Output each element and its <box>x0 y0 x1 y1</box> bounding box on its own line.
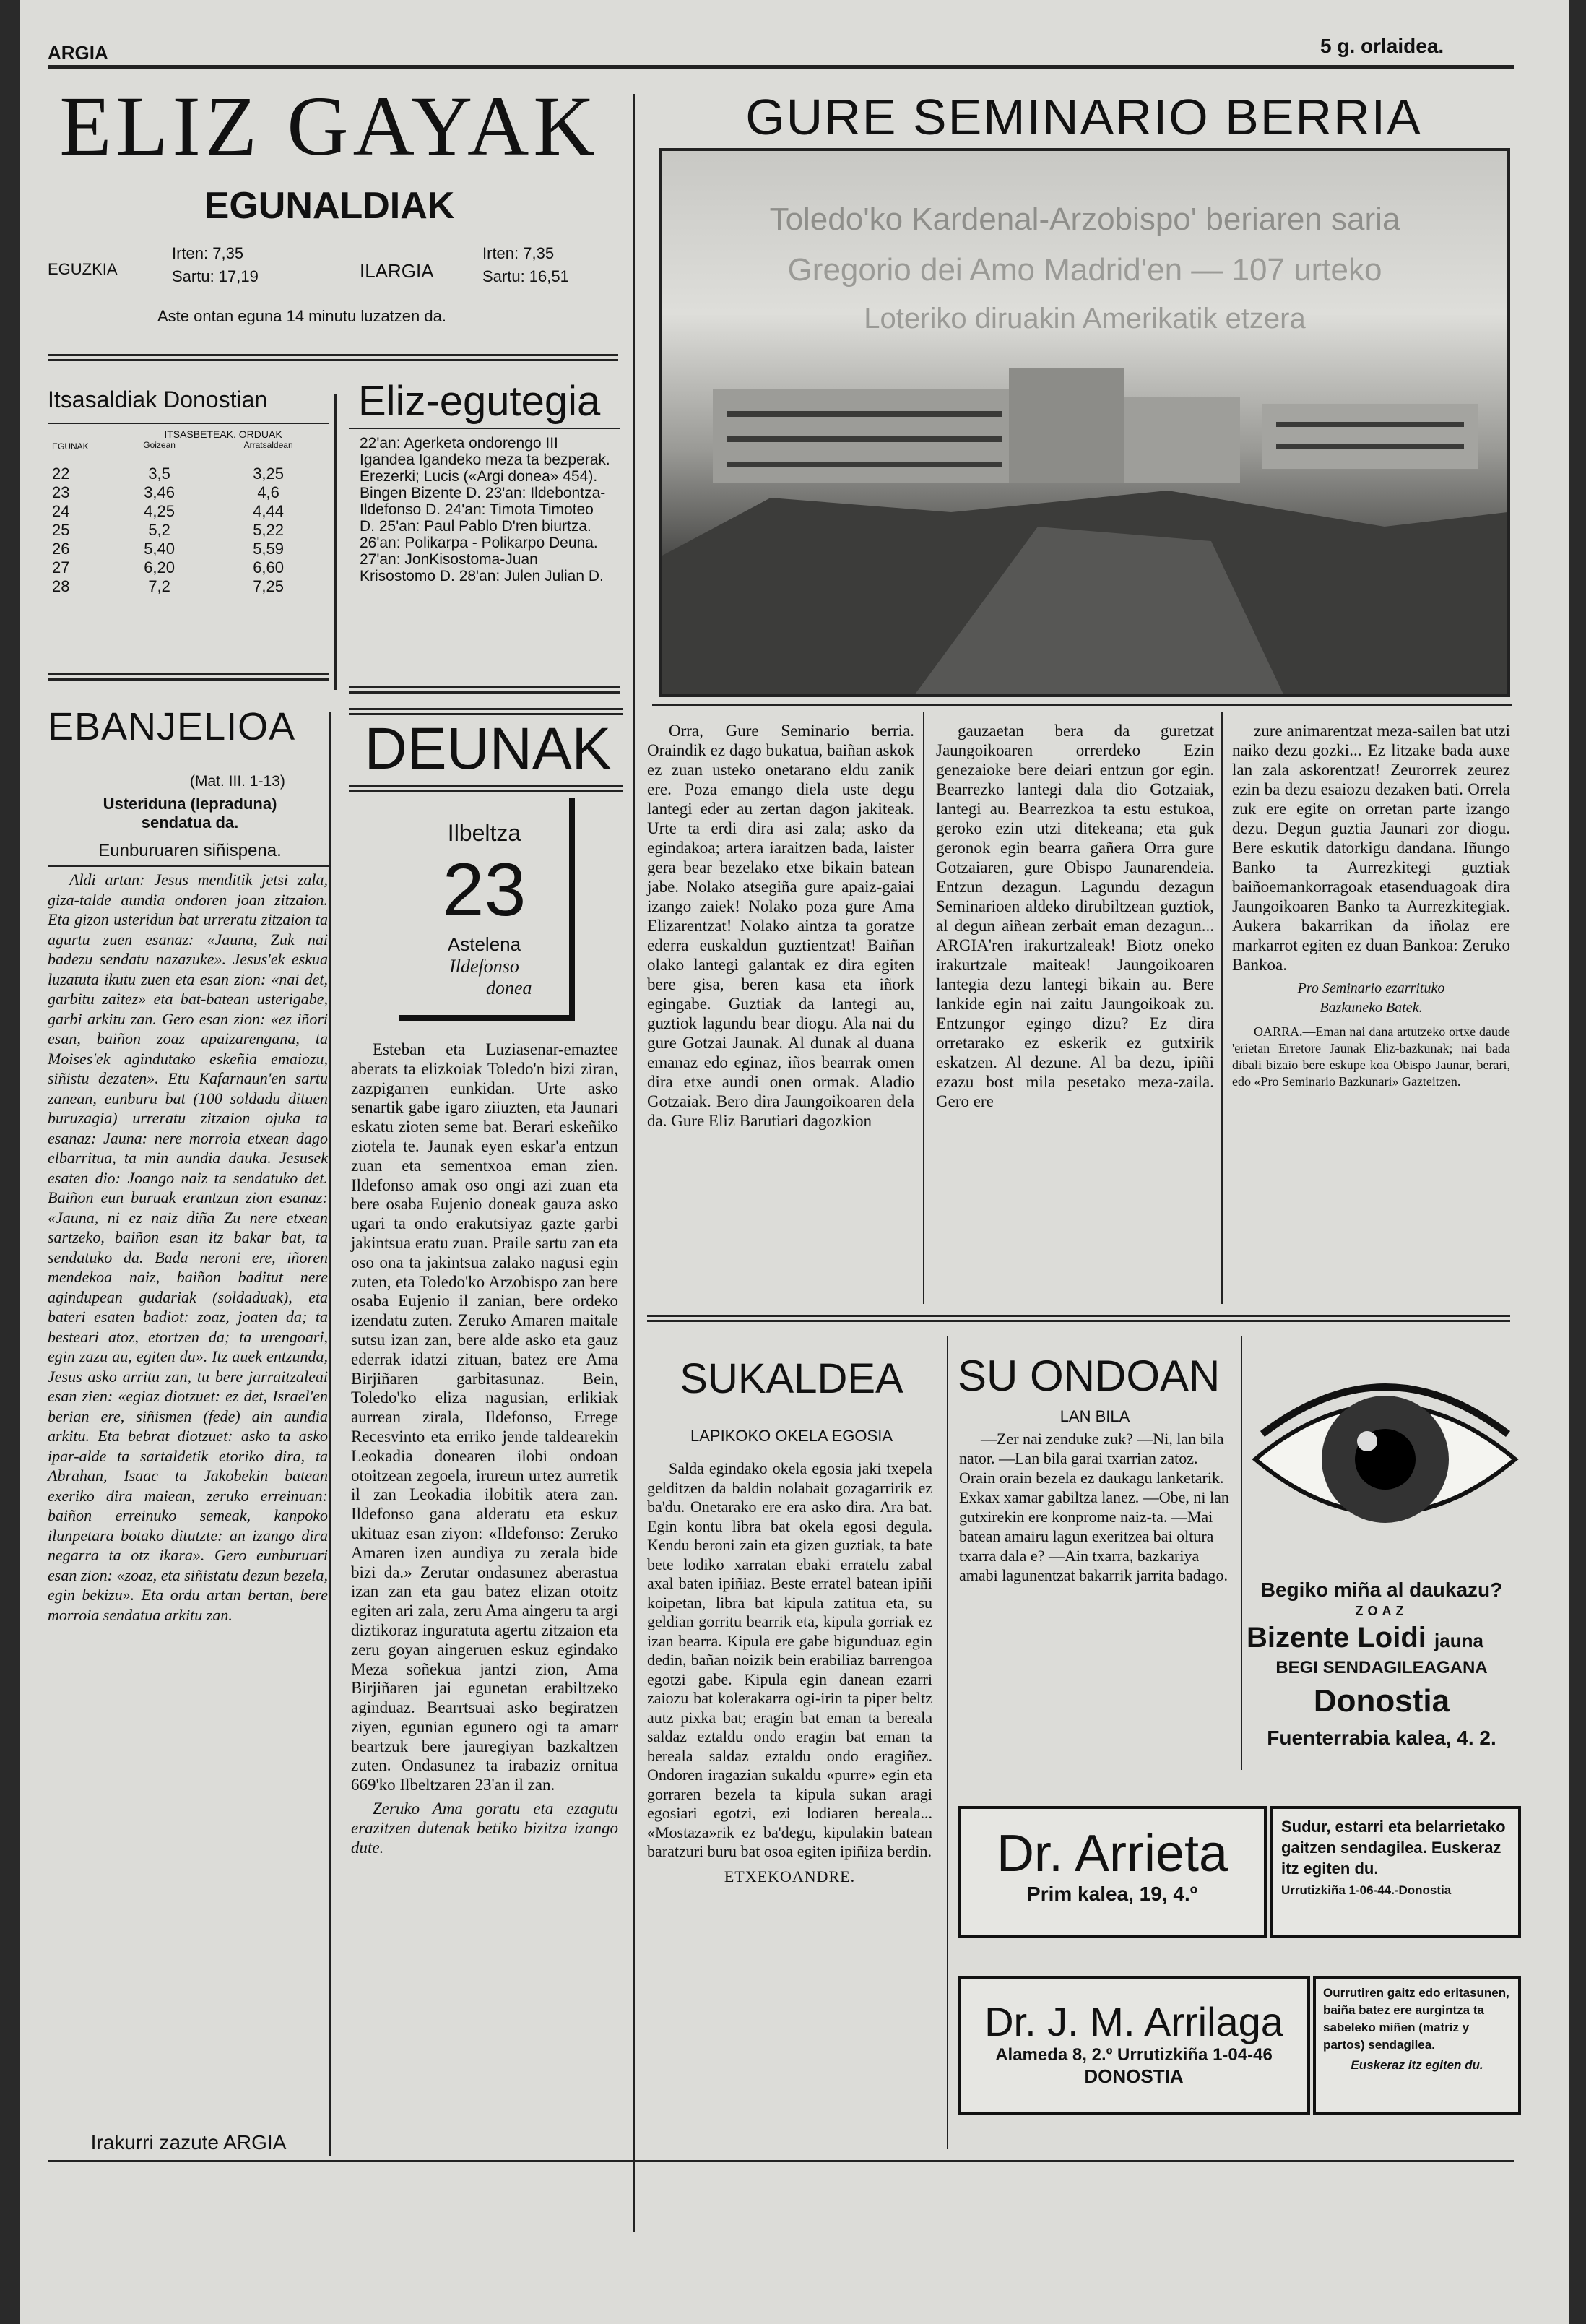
sukaldea-signature: ETXEKOANDRE. <box>724 1867 856 1885</box>
moon-rise: Irten: 7,35 <box>482 244 555 262</box>
tides-day-cell: 23 <box>52 483 70 501</box>
seminary-photo <box>659 148 1510 697</box>
arilaga-city: DONOSTIA <box>1084 2065 1184 2087</box>
divider-calendar-bottom <box>349 686 620 694</box>
deunak-closing: Zeruko Ama goratu eta ezagutu erazitzen dutenak betiko bizitza izango dute. <box>351 1800 618 1857</box>
tides-morning-cell: 5,40 <box>144 540 176 558</box>
deunak-title: DEUNAK <box>364 716 612 782</box>
eye-ad-question: Begiko miña al daukazu? <box>1260 1578 1503 1601</box>
arilaga-side-text: Ourrutiren gaitz edo eritasunen, baiña batez ere aurgintza ta sabeleko miñen (matriz y partos) sendagilea. <box>1323 1986 1509 2052</box>
tides-morning-cell: 5,2 <box>148 521 170 539</box>
saint-name: Ildefonso <box>449 956 519 977</box>
date-month: Ilbeltza <box>447 820 521 846</box>
moon-set: Sartu: 16,51 <box>482 267 569 285</box>
sun-label: EGUZKIA <box>48 260 118 278</box>
date-box <box>399 798 575 1021</box>
photo-overlay-3: Loteriko diruakin Amerikatik etzera <box>864 303 1306 334</box>
arrieta-address: Prim kalea, 19, 4.º <box>1027 1883 1197 1905</box>
seminario-col1-body: Orra, Gure Seminario berria. Oraindik ez dago bukatua, baiñan askok ez zuan usteko onetarano eldu zanik ere. Poza emango diela uste degu lantegi eder au zertan dagon jakiteak. Urte ta erdi dira asi zala; asko da egindakoa; artera iaraitzen bada, laister gera bear bezelako etxe bikain batean jabe. Nolako atsegiña gure apaiz-gaiai izango zaiek! Nolako poza gure Ama Elizarentzat! Nolako aintza ta goratze ederra euskaldun guztientzat! Baiñan olako lantegi galantak ez dira egiten bere gisa, beren kasa eta iñork egingabe. Guztiak da lantegi au, guztiok lagundu bear diogu. Ala nai du gure Gotzai Jaunak. Al dunak al duana emanaz edo eginaz, iños bearrak omen dira etxe aundi onen ormak. Aladio Gotzaiak. Bero dira Jaungoikoaren dela da. Gure Eliz Barutiari dagozkion <box>647 722 914 1130</box>
arilaga-side-language: Euskeraz itz egiten du. <box>1351 2058 1483 2072</box>
tides-day-cell: 28 <box>52 577 70 595</box>
eye-ad-zoaz: ZOAZ <box>1355 1604 1408 1618</box>
calendar-title: Eliz-egutegia <box>358 378 601 425</box>
tides-row <box>48 521 332 540</box>
su-ondoan-body: —Zer nai zenduke zuk? —Ni, lan bila nator. —Lan bila garai txarrian zatoz. Orain orain bezela ez daukagu lanketarik. Exkax xamar gabiltza lanez. —Obe, ni lan gutxirekin ere konprome naiz-ta. —Mai batean amairu lagun exeritzea bai oltura txarra dala e? —Ain txarra, bazkariya amabi lagunentzat bakarrik jarrita badago. <box>959 1430 1229 1584</box>
seminario-col1 <box>647 721 914 1135</box>
tides-header-evening: Arratsaldean <box>243 440 293 450</box>
divider-top-left <box>48 354 618 361</box>
tides-rows <box>48 465 332 596</box>
su-ondoan-text <box>959 1429 1230 1589</box>
page-bottom-rule <box>48 2160 1514 2162</box>
arrieta-name: Dr. Arrieta <box>996 1825 1228 1883</box>
seminario-col3 <box>1232 721 1510 1094</box>
arrieta-side-box <box>1270 1806 1521 1938</box>
building-illustration <box>662 151 1507 694</box>
egunaldiak-subtitle: EGUNALDIAK <box>204 185 455 227</box>
read-argia-slogan: Irakurri zazute ARGIA <box>90 2131 287 2154</box>
arrieta-side-text: Sudur, estarri eta belarrietako gaitzen sendagilea. Euskeraz itz egiten du. <box>1281 1818 1506 1878</box>
column-rule-1 <box>633 94 635 2232</box>
tides-day-cell: 22 <box>52 465 70 483</box>
page-label: g. orlaidea. <box>1337 35 1444 57</box>
su-ondoan-subtitle: LAN BILA <box>1060 1407 1130 1425</box>
photo-overlay-2: Gregorio dei Amo Madrid'en — 107 urteko <box>787 252 1382 288</box>
deunak-body: Esteban eta Luziasenar-emaztee aberats ta elizkoiak Toledo'n bizi ziran, zazpigarren eunkidan. Urte asko senartik gabe igaro ziiuzten, eta Jaunari eskatu zioten seme bat. Berari eskeñiko ziotela te. Jaunak eyen eskar'a entzun zuan eta sementxoa eman zien. Ildefonso amak oso ongi azi zuan eta bere osaba Eujenio doneak gauza asko ugari ta ondo erakutsiyaz gazte garbi jakintsua eratu zuan. Praile sartu zan eta oso ona ta jakintsua zalako nagusi egin zuten, eta Toledo'ko Arzobispo zan bere osaba Eujenio il zanian, bere ordeko izendatu zuten. Zeruko Amaren maitale sutsu izan zan, bere alde asko eta gauz ederrak idatzi zituan, batez ere Ama Birjiñaren garbitasunaz. Bein, Toledo'ko eliza nagusian, erlikiak aurrean zirala, Ildefonso, Errege Recesvinto eta erriko jende taldearekin Leokadia donearen ilobi ondoan otoitzean zegoela, irureun urtez aurretik il zan Leokadia ilobitik atera zan. Ildefonso gana alderatu eta eskuz ukituaz esan ziyon: «Ildefonso: Zeruko Amaren izen aundiya zu zerala bide bizi da.» Zerutar ondasunez aberastua izan zan eta gau batez elizan otoitz egiten ari zala, zeru Ama aingeru ta argi diztikoraz inguratuta agertu zitzaion eta zeru goyan aingeruen eskuz egindako Meza soñekua jantzi zion, Ama Birjiñaren jai egunetan erabiltzeko aginduaz. Bearrtsuai asko begiratzen ziyen, egunian egunero ogi ta amarr beartzuk bere jauregiyan bazkaltzen zuten. Ondasunez ta irabaziz ornitua 669'ko Ilbeltzaren 23'an il zan. <box>351 1040 618 1794</box>
page-number: 5 <box>1320 35 1332 57</box>
saint-title: donea <box>486 977 532 998</box>
ebanjelioa-heading-2: Eunburuaren siñispena. <box>98 841 282 860</box>
tides-row <box>48 577 332 596</box>
seminario-colrule-1 <box>923 712 924 1304</box>
eye-ad-name-wrap <box>1247 1622 1483 1654</box>
tides-row <box>48 483 332 502</box>
masthead-right <box>1320 35 1444 58</box>
su-ondoan-title: SU ONDOAN <box>958 1352 1221 1400</box>
photo-overlay-1: Toledo'ko Kardenal-Arzobispo' beriaren saria <box>769 202 1400 237</box>
seminario-col3-body: zure animarentzat meza-sailen bat utzi naiko dezu gozki... Ez litzake bada auxe lan zala askorentzat! Zeurorrek zeurez ezin ba dezu esaiozu dezaken bati. Orrela zuk ere egite on orretan parte izango dezu. Degun guztia Jaunari zor diogu. Bere eskutik datorkigu dandana. Iñungo Banko ta Aurrezkitegi guztiak baiñoemankorragoak etasenduagoak dira Jaungoikoaren Banko ta Aurrezkitegiak. Aukera bakarrikan da iñolaz ere markarrot egiten ez duan Bankoa: Zeruko Bankoa. <box>1232 722 1510 974</box>
tides-morning-cell: 7,2 <box>148 577 170 595</box>
arilaga-name: Dr. J. M. Arrilaga <box>984 1999 1283 2044</box>
deunak-text <box>351 1040 618 1862</box>
newspaper-page <box>20 0 1569 2324</box>
masthead-left: ARGIA <box>48 42 108 64</box>
column-rule-2 <box>334 394 337 690</box>
tides-evening-cell: 4,44 <box>253 502 285 520</box>
tides-morning-cell: 3,5 <box>148 465 170 483</box>
sun-rise: Irten: 7,35 <box>172 244 244 262</box>
tides-evening-cell: 7,25 <box>253 577 285 595</box>
column-rule-3 <box>329 712 331 2156</box>
sukaldea-body: Salda egindako okela egosia jaki txepela gelditzen da baldin nolabait gozagarririk ez ba'du. Onetarako ere era asko dira. Ara bat. Egin kontu libra bat okela egosi degula. Kendu beroni zain eta gizen guztiak, ta bate bete lodiko xarratan ebaki erratelu zabal axal baten ipiñiaz. Beste erratel batean ipiñi koipetan, libra bat kipula zatitua eta, su geldian gorritu bearrik eta, kipula gorriak ez izan bearra. Kipula ere gabe bigunduaz egin dedin, bañan noizik bein erabiliaz barrengoa egotzi gabe. Kipula egin danean ezarri zaiozu bat kolerakarra ogi-irin ta piper beltz autz pixka bat; eragin bat eman ta bereala saldaz eztaldu ondo eragin bat eman ta bereala saldaz eztaldu ondo eragiñez. Ondoren iragazian sukaldu «purre» egin eta gorraren bezela ta kipula sukan aragi egosiari egotzi, ezi lodiaren bereala... «Mostaza»rik ez ba'degu, kipulakin batean baratzuri buru bat osoa egiten ipiñiza berdin. <box>647 1459 932 1860</box>
sun-times <box>172 242 259 288</box>
tides-evening-cell: 5,59 <box>253 540 285 558</box>
tides-table-wrap <box>48 428 332 596</box>
arilaga-ad <box>958 1976 1310 2115</box>
seminario-signature-2: Bazkuneko Batek. <box>1320 1000 1423 1016</box>
sukaldea-subtitle: LAPIKOKO OKELA EGOSIA <box>690 1427 893 1445</box>
ebanjelioa-ref: (Mat. III. 1-13) <box>190 773 285 790</box>
eye-ad-name-suffix: jauna <box>1434 1630 1483 1651</box>
tides-day-cell: 24 <box>52 502 70 520</box>
eye-ad-address: Fuenterrabia kalea, 4. 2. <box>1267 1727 1496 1749</box>
seminario-note: OARRA.—Eman nai dana artutzeko ortxe daude 'erietan Erretore Jaunak Eliz-bazkunak; nai bada dibali bizaio bere eskupe koa Obispo Jaunar, berari, edo «Pro Seminario Bazkunari» Gazteitzen. <box>1232 1024 1510 1089</box>
calendar-text: 22'an: Agerketa ondorengo III Igandea Igandeko meza ta bezperak. Erezerki; Lucis («Argi donea» 454). Bingen Bizente D. 23'an: Ildebontza-Ildefonso D. 24'an: Timota Timoteo D. 25'an: Paul Pablo D'ren biurtza. 26'an: Polikarpa - Polikarpo Deuna. 27'an: JonKisostoma-Juan Krisostomo D. 28'an: Julen Julian D. <box>360 435 610 584</box>
arrieta-phone: Urrutizkiña 1-06-44.-Donostia <box>1281 1883 1452 1897</box>
tides-evening-cell: 6,60 <box>253 558 285 576</box>
tides-row <box>48 558 332 577</box>
sun-set: Sartu: 17,19 <box>172 267 259 285</box>
eye-ad-city: Donostia <box>1313 1683 1450 1719</box>
tides-day-cell: 25 <box>52 521 70 539</box>
eye-ad-name: Bizente Loidi <box>1247 1622 1426 1654</box>
eye-ad-shop: BEGI SENDAGILEAGANA <box>1275 1658 1488 1677</box>
ebanjelioa-heading-1: Usteriduna (lepraduna) sendatua da. <box>103 795 277 831</box>
tides-rule <box>48 423 329 424</box>
tides-row <box>48 502 332 521</box>
date-day: 23 <box>442 848 526 932</box>
tides-header-morning: Goizean <box>143 440 176 450</box>
divider-deunak-bottom <box>349 785 623 792</box>
tides-row <box>48 465 332 483</box>
arilaga-side-box <box>1313 1976 1521 2115</box>
tides-table <box>48 428 332 596</box>
ebanjelioa-body: Aldi artan: Jesus menditik jetsi zala, giza-talde aundia ondoren joan zitzaion. Eta gizon usteridun bat urreratu zitzaion ta agurtu zuen esanaz: «Jauna, Zuk nai badezu sendatu nazazuke». Jesus'ek eskua luzatuta ikutu zuen eta esan zion: «nai det, garbitu zaitez» eta bat-batean usterigabe, garbi arkitu zan. Gero esan zion: «ez iñori esan, baiñon zoaz apaizarengana, ta Moises'ek agindutako eskeñia emaiozu, siñistu dezaten». Etu Kafarnaun'en sartu zanean, eunburu bat (100 soldadu dituen buruzagia) urreratu zitzaion ojuka ta esanaz: Jauna: nere morroia etxean dago elbarritua, ta min aundia dauka. Jesusek esaten dio: Joango naiz ta sendatuko det. Baiñon eun buruak erantzun zion esanaz: «Jauna, ni ez naiz diña Zu nere etxean sartzeko, baiñon esan itz bakar bat, ta sendatuko da. Bada neroni ere, iñoren mendekoa naiz, baiñon baditut nere agindupean gudariak (soldaduak), eta bateri esaten badiot: zoaz, joaten da; ta besteari atoz, etortzen da; ta urengoari, egin zazu au, egiten du». Itz auek entzunda, Jesus asko arritu zan, tu bere jarraitzaleai esan zien: «egiaz diotzuet: ez det, Israel'en berian ere, siñismen (fede) ain aundia arkitu. Eta bebrat diotzuet: asko ta asko ipar-alde ta sartaldetik etoriko dira, ta Abrahan, Isaac ta Jakobekin batean exeriko dira maiean, zeruko erreinuan: baiñon erreinuko semeak, kanpoko ilunpetara botako ditutzte: an izango dira negarra ta otz ikara». Gero eunburuari esan zion: «zoaz, eta siñistatu dezun bezela, egin bekizu». Eta ordu artan bertan, bere morroia sendatua arkitu zan. <box>48 871 328 1624</box>
divider-deunak-top <box>349 708 623 715</box>
tides-day-cell: 26 <box>52 540 70 558</box>
moon-times <box>482 242 569 288</box>
tides-header-group: ITSASBETEAK. ORDUAK <box>164 428 282 440</box>
photo-underline <box>652 704 1512 706</box>
day-length-note: Aste ontan eguna 14 minutu luzatzen da. <box>157 307 446 325</box>
tides-day-cell: 27 <box>52 558 70 576</box>
tides-header-day: EGUNAK <box>52 441 89 452</box>
moon-label: ILARGIA <box>360 260 434 282</box>
seminario-colrule-2 <box>1221 712 1223 1304</box>
seminario-col2-body: gauzaetan bera da guretzat Jaungoikoaren orrerdeko Ezin genezaioke bere deiari entzun gor egin. Bearrezko lantegi dala dio Gotzaiak, lantegi au. Bearrezkoa ta estu estukoa, geroko ezin utzi ditekeana; eta guk geronok egin bearra gañera Orra gure Gotzaiaren, gure Obispo Jaunarendeia. Entzun dezagun. Lagundu dezagun Seminarioen aldeko dirubiltzean guztiok, al degun aiñean zerbait eman dezagun... ARGIA'ren irakurtzaleak! Biotz oneko irakurtzale maiteak! Jaungoikoaren lantegia dezu lantegi bikain au. Bere lankide egin nai zaitu Jaungoikoak zu. Entzungor egingo dizu? Ez dira orretarako ez eskerik ez gutxirik eskatzen. Al dezune. Al ba dezu, ipiñi ezazu bost mila pesetako meza-zaila. Gero ere <box>936 722 1214 1110</box>
seminario-signature-1: Pro Seminario ezarrituko <box>1297 980 1445 996</box>
tides-title: Itsasaldiak Donostian <box>48 386 268 412</box>
ebanjelioa-title: EBANJELIOA <box>48 705 296 748</box>
divider-tides-bottom <box>48 673 329 681</box>
tides-morning-cell: 4,25 <box>144 502 176 520</box>
seminario-col2 <box>936 721 1214 1115</box>
tides-morning-cell: 6,20 <box>144 558 176 576</box>
tides-morning-cell: 3,46 <box>144 483 176 501</box>
sukaldea-title: SUKALDEA <box>680 1355 904 1402</box>
arrieta-ad <box>958 1806 1267 1938</box>
sukaldea-rule <box>947 1336 948 2149</box>
section-title-eliz-gayak: ELIZ GAYAK <box>59 79 599 173</box>
divider-middle <box>647 1315 1510 1322</box>
ebanjelioa-text <box>48 870 328 1629</box>
sukaldea-text <box>647 1459 932 1886</box>
calendar-rule <box>349 428 620 429</box>
tides-row <box>48 540 332 558</box>
ebanjelioa-rule <box>48 865 329 867</box>
header-rule <box>48 65 1514 69</box>
tides-evening-cell: 5,22 <box>253 521 285 539</box>
date-weekday: Astelena <box>447 933 521 955</box>
arilaga-address: Alameda 8, 2.º Urrutizkiña 1-04-46 <box>995 2045 1273 2065</box>
tides-evening-cell: 3,25 <box>253 465 285 483</box>
eye-illustration <box>1248 1358 1522 1553</box>
tides-evening-cell: 4,6 <box>257 483 280 501</box>
seminario-title: GURE SEMINARIO BERRIA <box>745 89 1422 145</box>
